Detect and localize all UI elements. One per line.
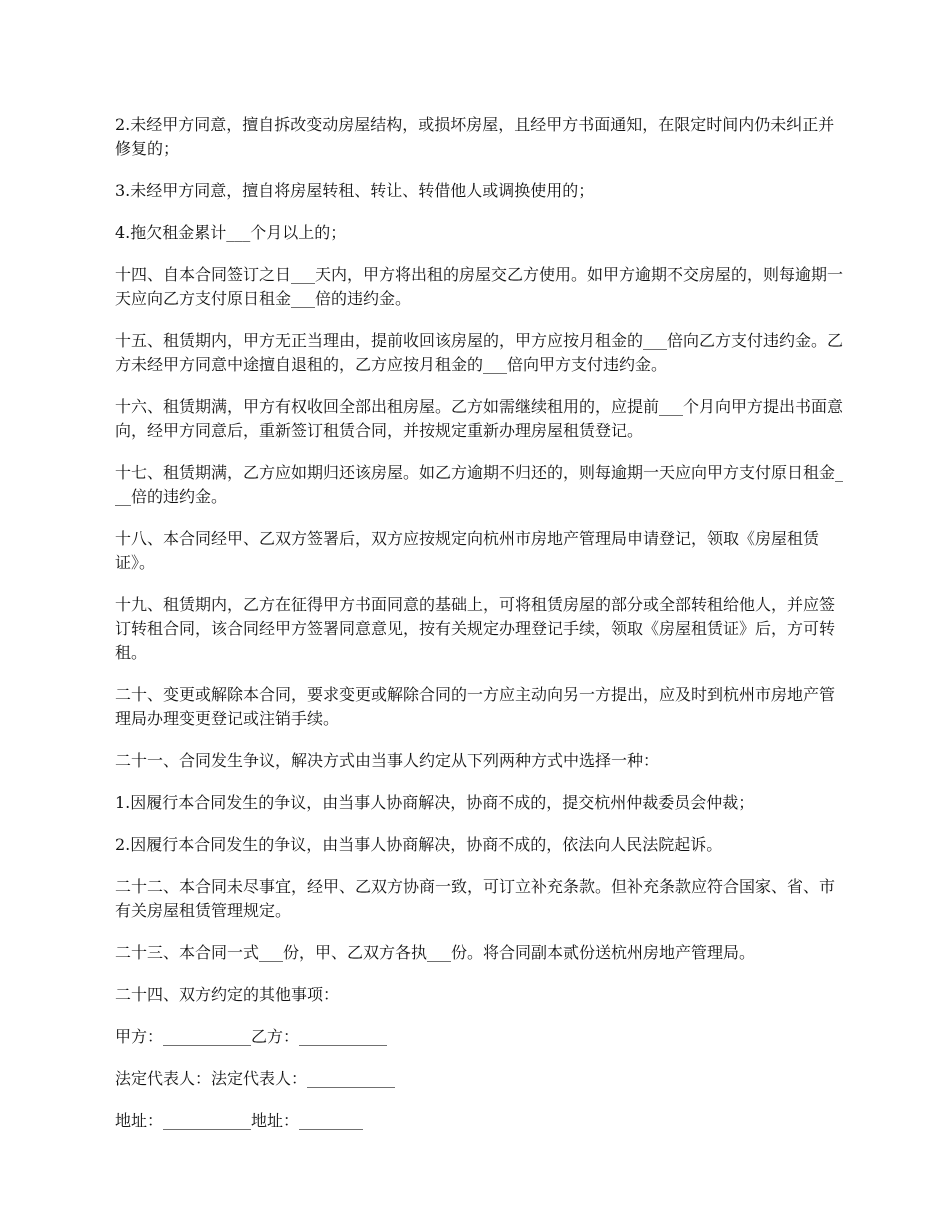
clause-3-unauthorized-sublet: 3.未经甲方同意，擅自将房屋转租、转让、转借他人或调换使用的； <box>115 181 595 200</box>
article-24-other-matters: 二十四、双方约定的其他事项： <box>115 985 340 1004</box>
article-15-early-termination: 十五、租赁期内，甲方无正当理由，提前收回该房屋的，甲方应按月租金的___倍向乙方支付违约金。乙方未经甲方同意中途擅自退租的，乙方应按月租金的___倍向甲方支付违约金。 <box>115 331 844 374</box>
article-19-sublease: 十九、租赁期内，乙方在征得甲方书面同意的基础上，可将租赁房屋的部分或全部转租给他人，并应签订转租合同，该合同经甲方签署同意意见，按有关规定办理登记手续，领取《房屋租赁证》后，方可转租。 <box>115 595 836 662</box>
dispute-option-litigation: 2.因履行本合同发生的争议，由当事人协商解决，协商不成的，依法向人民法院起诉。 <box>115 835 723 854</box>
contract-page <box>115 113 850 1151</box>
article-23-copies: 二十三、本合同一式___份，甲、乙双方各执___份。将合同副本贰份送杭州房地产管理局。 <box>115 943 756 962</box>
article-17-return-on-expiry: 十七、租赁期满，乙方应如期归还该房屋。如乙方逾期不归还的，则每逾期一天应向甲方支付原日租金___倍的违约金。 <box>115 463 844 506</box>
signature-representatives-line: 法定代表人：法定代表人：___________ <box>115 1069 396 1088</box>
article-21-disputes: 二十一、合同发生争议，解决方式由当事人约定从下列两种方式中选择一种： <box>115 751 660 770</box>
article-22-supplementary-terms: 二十二、本合同未尽事宜，经甲、乙双方协商一致，可订立补充条款。但补充条款应符合国家、省、市有关房屋租赁管理规定。 <box>115 877 836 920</box>
article-18-registration: 十八、本合同经甲、乙双方签署后，双方应按规定向杭州市房地产管理局申请登记，领取《房屋租赁证》。 <box>115 529 820 572</box>
article-20-modification: 二十、变更或解除本合同，要求变更或解除合同的一方应主动向另一方提出，应及时到杭州市房地产管理局办理变更登记或注销手续。 <box>115 685 836 728</box>
dispute-option-arbitration: 1.因履行本合同发生的争议，由当事人协商解决，协商不成的，提交杭州仲裁委员会仲裁； <box>115 793 755 812</box>
clause-4-rent-arrears: 4.拖欠租金累计___个月以上的； <box>115 223 347 242</box>
article-16-renewal: 十六、租赁期满，甲方有权收回全部出租房屋。乙方如需继续租用的，应提前___个月向甲方提出书面意向，经甲方同意后，重新签订租赁合同，并按规定重新办理房屋租赁登记。 <box>115 397 844 440</box>
signature-address-line: 地址：___________地址：________ <box>115 1111 364 1130</box>
clause-2-unauthorized-alteration: 2.未经甲方同意，擅自拆改变动房屋结构，或损坏房屋，且经甲方书面通知，在限定时间内仍未纠正并修复的； <box>115 115 835 158</box>
article-14-handover: 十四、自本合同签订之日___天内，甲方将出租的房屋交乙方使用。如甲方逾期不交房屋的，则每逾期一天应向乙方支付原日租金___倍的违约金。 <box>115 265 844 308</box>
signature-parties-line: 甲方：___________乙方：___________ <box>115 1027 388 1046</box>
